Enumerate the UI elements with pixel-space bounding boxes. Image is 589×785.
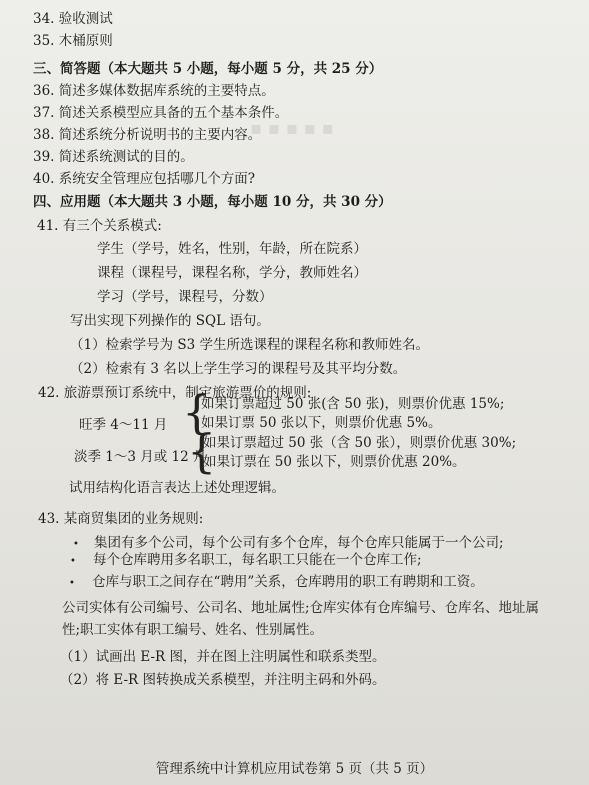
off-rule-2: 如果订票在 50 张以下，则票价优惠 20%。 bbox=[203, 454, 466, 470]
question-34: 34. 验收测试 bbox=[33, 11, 113, 27]
relation-student: 学生（学号，姓名，性别，年龄，所在院系） bbox=[97, 241, 367, 257]
bullet-2: • bbox=[70, 556, 76, 567]
attributes-line-1: 公司实体有公司编号、公司名、地址属性;仓库实体有仓库编号、仓库名、地址属 bbox=[62, 600, 540, 616]
question-41: 41. 有三个关系模式: bbox=[37, 218, 162, 234]
sql-operation-1: （1）检索学号为 S3 学生所选课程的课程名称和教师姓名。 bbox=[70, 337, 430, 353]
relation-course: 课程（课程号，课程名称，学分，教师姓名） bbox=[97, 265, 367, 281]
off-rule-1: 如果订票超过 50 张（含 50 张），则票价优惠 30%; bbox=[203, 435, 517, 451]
rule-2: 每个仓库聘用多名职工，每名职工只能在一个仓库工作; bbox=[93, 552, 422, 568]
question-42: 42. 旅游票预订系统中，制定旅游票价的规则: bbox=[38, 385, 312, 401]
section-3-heading: 三、简答题（本大题共 5 小题，每小题 5 分，共 25 分） bbox=[33, 61, 383, 77]
peak-season-label: 旺季 4～11 月 bbox=[79, 417, 168, 433]
peak-rule-1: 如果订票超过 50 张(含 50 张)，则票价优惠 15%; bbox=[201, 396, 505, 412]
section-4-heading: 四、应用题（本大题共 3 小题，每小题 10 分，共 30 分） bbox=[33, 194, 392, 210]
sql-operation-2: （2）检索有 3 名以上学生学习的课程号及其平均分数。 bbox=[70, 361, 407, 377]
question-38: 38. 简述系统分析说明书的主要内容。 bbox=[33, 127, 262, 143]
bullet-1: • bbox=[73, 539, 79, 550]
task-2: （2）将 E-R 图转换成关系模型，并注明主码和外码。 bbox=[60, 672, 386, 688]
attributes-line-2: 性;职工实体有职工编号、姓名、性别属性。 bbox=[62, 622, 324, 638]
rule-3: 仓库与职工之间存在“聘用”关系，仓库聘用的职工有聘期和工资。 bbox=[92, 574, 484, 590]
relation-study: 学习（学号，课程号，分数） bbox=[97, 289, 273, 305]
bullet-3: • bbox=[69, 578, 75, 589]
task-1: （1）试画出 E-R 图，并在图上注明属性和联系类型。 bbox=[60, 649, 386, 665]
off-brace: { bbox=[187, 424, 217, 478]
question-43: 43. 某商贸集团的业务规则: bbox=[38, 511, 204, 527]
structured-language-task: 试用结构化语言表达上述处理逻辑。 bbox=[69, 480, 285, 496]
sql-instruction: 写出实现下列操作的 SQL 语句。 bbox=[70, 313, 270, 329]
rule-1: 集团有多个公司，每个公司有多个仓库，每个仓库只能属于一个公司; bbox=[94, 535, 504, 551]
question-39: 39. 简述系统测试的目的。 bbox=[33, 149, 194, 165]
bleed-through: ▪ ▪ ▪ ▪ ▪ bbox=[250, 118, 334, 139]
peak-brace: { bbox=[182, 385, 212, 439]
off-season-label: 淡季 1～3 月或 12 月 bbox=[74, 449, 207, 465]
page-footer: 管理系统中计算机应用试卷第 5 页（共 5 页） bbox=[155, 761, 434, 777]
question-35: 35. 木桶原则 bbox=[33, 33, 113, 49]
question-37: 37. 简述关系模型应具备的五个基本条件。 bbox=[33, 105, 289, 121]
peak-rule-2: 如果订票 50 张以下，则票价优惠 5%。 bbox=[201, 415, 442, 431]
question-40: 40. 系统安全管理应包括哪几个方面? bbox=[33, 171, 255, 187]
question-36: 36. 简述多媒体数据库系统的主要特点。 bbox=[33, 83, 275, 99]
